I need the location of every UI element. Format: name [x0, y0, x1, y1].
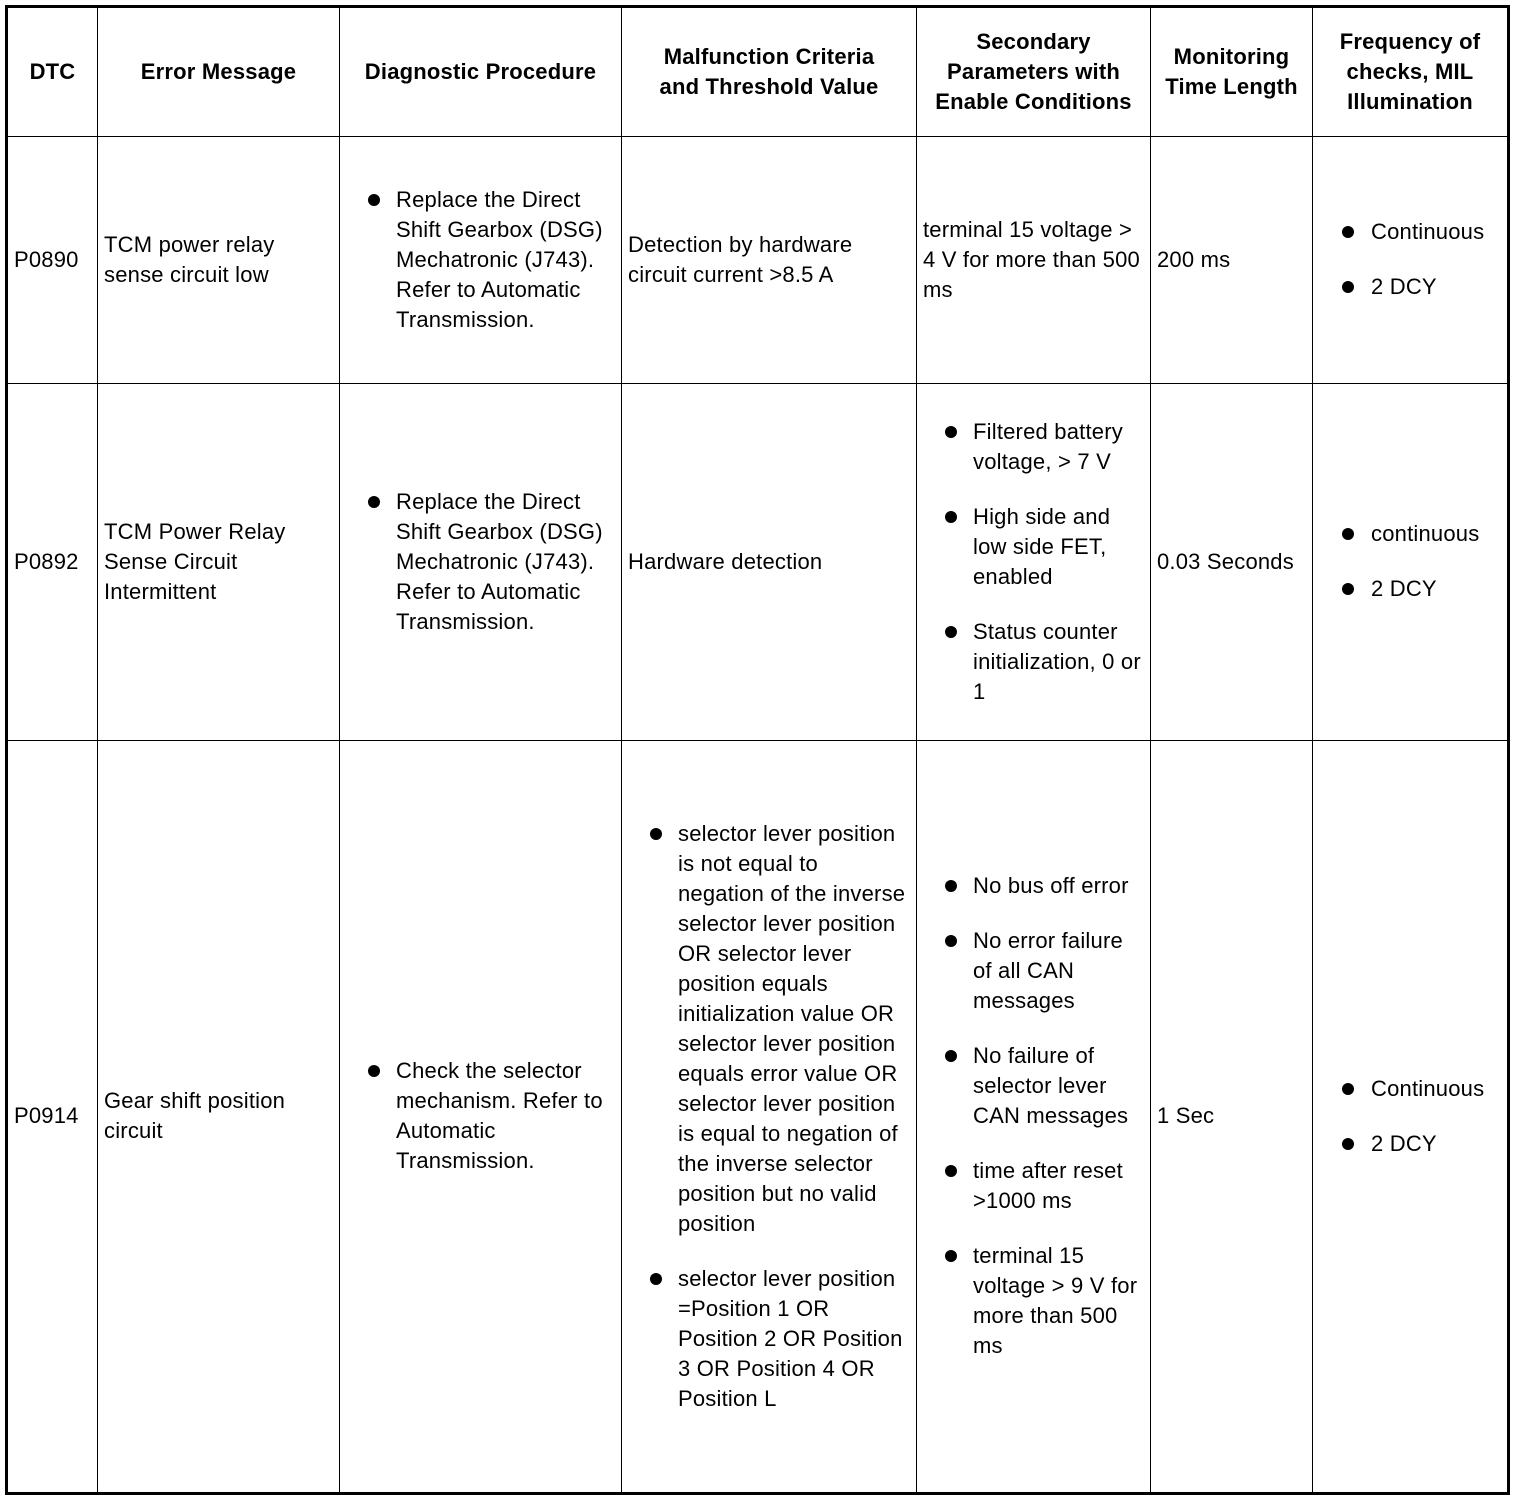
diagnostic-procedure [340, 383, 622, 740]
header-monitoring-time: Monitoring Time Length [1151, 7, 1313, 137]
error-message: Gear shift position circuit [98, 740, 340, 1493]
list-item: No error failure of all CAN messages [923, 926, 1144, 1016]
malfunction-criteria [622, 740, 917, 1493]
list-item: Filtered battery voltage, > 7 V [923, 417, 1144, 477]
dtc-code: P0914 [7, 740, 98, 1493]
list-item: 2 DCY [1319, 1129, 1501, 1159]
frequency [1313, 740, 1509, 1493]
header-error-message: Error Message [98, 7, 340, 137]
list-item: High side and low side FET, enabled [923, 502, 1144, 592]
secondary-parameters [917, 740, 1151, 1493]
error-message: TCM Power Relay Sense Circuit Intermittent [98, 383, 340, 740]
list-item: time after reset >1000 ms [923, 1156, 1144, 1216]
table-row [7, 740, 1509, 1493]
header-dtc: DTC [7, 7, 98, 137]
header-malfunction-criteria: Malfunction Criteria and Threshold Value [622, 7, 917, 137]
list-item: selector lever position =Position 1 OR Position 2 OR Position 3 OR Position 4 OR Position L [628, 1264, 910, 1414]
list-item: Replace the Direct Shift Gearbox (DSG) Mechatronic (J743). Refer to Automatic Transmission. [346, 185, 615, 335]
malfunction-criteria: Detection by hardware circuit current >8.5 A [622, 137, 917, 384]
frequency [1313, 137, 1509, 384]
monitoring-time: 1 Sec [1151, 740, 1313, 1493]
frequency [1313, 383, 1509, 740]
header-secondary-parameters: Secondary Parameters with Enable Conditions [917, 7, 1151, 137]
diagnostic-procedure [340, 137, 622, 384]
list-item: Check the selector mechanism. Refer to Automatic Transmission. [346, 1056, 615, 1176]
dtc-table [5, 5, 1510, 1495]
list-item: No bus off error [923, 871, 1144, 901]
table-row [7, 137, 1509, 384]
secondary-parameters: terminal 15 voltage > 4 V for more than 500 ms [917, 137, 1151, 384]
list-item: Continuous [1319, 217, 1501, 247]
header-frequency: Frequency of checks, MIL Illumination [1313, 7, 1509, 137]
header-row [7, 7, 1509, 137]
dtc-code: P0890 [7, 137, 98, 384]
error-message: TCM power relay sense circuit low [98, 137, 340, 384]
diagnostic-procedure [340, 740, 622, 1493]
list-item: selector lever position is not equal to negation of the inverse selector lever position OR selector lever position equals initialization value OR selector lever position equals error value OR selector lever position is equal to negation of the inverse selector position but no valid position [628, 819, 910, 1239]
list-item: terminal 15 voltage > 9 V for more than 500 ms [923, 1241, 1144, 1361]
list-item: 2 DCY [1319, 574, 1501, 604]
monitoring-time: 0.03 Seconds [1151, 383, 1313, 740]
list-item: No failure of selector lever CAN messages [923, 1041, 1144, 1131]
list-item: Replace the Direct Shift Gearbox (DSG) Mechatronic (J743). Refer to Automatic Transmission. [346, 487, 615, 637]
header-diagnostic-procedure: Diagnostic Procedure [340, 7, 622, 137]
dtc-code: P0892 [7, 383, 98, 740]
monitoring-time: 200 ms [1151, 137, 1313, 384]
list-item: continuous [1319, 519, 1501, 549]
list-item: Continuous [1319, 1074, 1501, 1104]
malfunction-criteria: Hardware detection [622, 383, 917, 740]
table-row [7, 383, 1509, 740]
secondary-parameters [917, 383, 1151, 740]
list-item: Status counter initialization, 0 or 1 [923, 617, 1144, 707]
list-item: 2 DCY [1319, 272, 1501, 302]
